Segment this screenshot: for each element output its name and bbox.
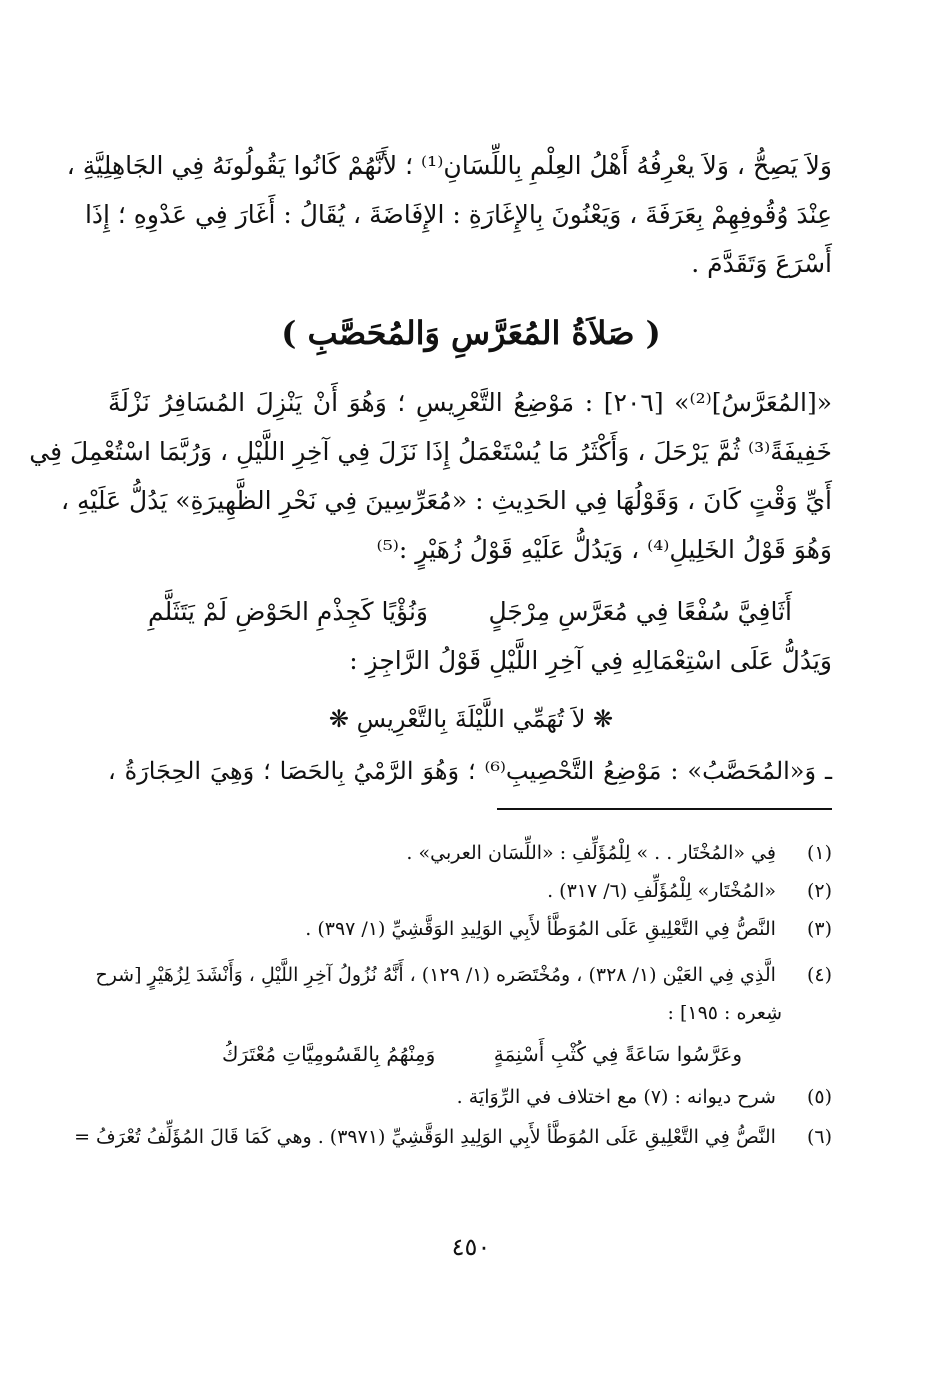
footnote-verse: [222, 1036, 742, 1072]
footnote-number: (٣): [806, 918, 832, 940]
footnote-text: شرح ديوانه : (٧) مع اختلاف في الرِّوَايَة .: [456, 1086, 776, 1108]
rajaz-line: ❋ لاَ تُهَمِّي اللَّيْلَةَ بِالتَّعْرِيسِ ❋: [328, 705, 614, 733]
after-verse-line: وَيَدُلُّ عَلَى اسْتِعْمَالِهِ فِي آخِرِ اللَّيْلِ قَوْلُ الرَّاجِزِ :: [349, 646, 832, 675]
verse-second-hemistich: وَنُؤْيًا كَجِذْمِ الحَوْضِ لَمْ يَتَثَلَّمِ: [148, 597, 429, 626]
footnote-text: النَّصُّ فِي التَّعْلِيقِ عَلَى المُوَطَّأ لأَبِي الوَلِيدِ الوَقَّشِيِّ (١/ ٣٩٧) .: [305, 918, 776, 940]
footnote-text: النَّصُّ فِي التَّعْلِيقِ عَلَى المُوَطَّأ لأَبِي الوَلِيدِ الوَقَّشِيِّ (٣٩٧١) . وهي كَمَا قَالَ المُؤَلِّفُ تُعْرَفُ =: [74, 1126, 776, 1148]
muhassab-line: ـ وَ«المُحَصَّبُ» : مَوْضِعُ التَّحْصِيبِ⁽⁶⁾ ؛ وَهُوَ الرَّمْيُ بِالحَصَا ؛ وَهِيَ الحِجَارَةُ ،: [108, 757, 832, 785]
entry-line: «[المُعَرَّسُ]⁽²⁾» [٢٠٦] : مَوْضِعُ التَّعْرِيسِ ؛ وَهُوَ أَنْ يَنْزِلَ المُسَافِرُ نَزْلَةً: [108, 388, 832, 417]
paragraph-line: عِنْدَ وُقُوفِهِمْ بِعَرَفَةَ ، وَيَعْنُونَ بِالإِغَارَةِ : الإِفَاضَةَ ، يُقَالُ : أَغَارَ فِي عَدْوِهِ ؛ إِذَا: [84, 200, 832, 229]
footnote: [74, 1120, 832, 1154]
footnote: [108, 836, 832, 870]
poem-verse: [108, 590, 832, 634]
page-number: ٤٥٠: [451, 1233, 491, 1261]
footnote-separator: [497, 808, 832, 810]
footnote-text: الَّذِي فِي العَيْن (١/ ٣٢٨) ، ومُخْتَصَره (١/ ١٢٩) ، أَنَّهُ نُزُولُ آخِرِ اللَّيْلِ ، وَأَنْشَدَ لِزُهَيْرٍ [شرح: [95, 964, 776, 986]
paragraph-line: أَسْرَعَ وَتَقَدَّمَ .: [691, 249, 832, 278]
entry-line: خَفِيفَةً⁽³⁾ ثُمَّ يَرْحَلَ ، وَأَكْثَرُ مَا يُسْتَعْمَلُ إِذَا نَزَلَ فِي آخِرِ اللَّيْلِ ، وَرُبَّمَا اسْتُعْمِلَ فِي: [29, 437, 832, 466]
footnote-text: فِي «المُخْتَار . . » لِلْمُؤَلِّفِ : «اللِّسَان العربي» .: [406, 842, 776, 864]
footnote: [95, 958, 832, 992]
footnote: [108, 1080, 832, 1114]
footnote-verse-first: وعَرَّسُوا سَاعَةً فِي كُثْبِ أَسْنِمَةٍ: [493, 1042, 742, 1066]
footnote: [108, 874, 832, 908]
footnote-text: «المُخْتَار» لِلْمُؤَلِّفِ (٦/ ٣١٧) .: [547, 880, 776, 902]
paragraph-line: وَلاَ يَصِحُّ ، وَلاَ يعْرِفُهُ أَهْلُ العِلْمِ بِاللِّسَانِ⁽¹⁾ ؛ لأَنَّهُمْ كَانُوا يَقُولُونَهُ فِي الجَاهِلِيَّةِ ،: [66, 151, 832, 180]
entry-line: أَيِّ وَقْتٍ كَانَ ، وَقَوْلُهَا فِي الحَدِيثِ : «مُعَرِّسِينَ فِي نَحْرِ الظَّهِيرَةِ» يَدُلُّ عَلَيْهِ ،: [60, 486, 832, 515]
footnote-number: (٤): [806, 964, 832, 986]
footnote: [108, 912, 832, 946]
verse-first-hemistich: أَثَافِيَّ سُفْعًا فِي مُعَرَّسِ مِرْجَلٍ: [488, 597, 792, 626]
footnote-number: (٦): [806, 1126, 832, 1148]
footnote-number: (٥): [806, 1086, 832, 1108]
section-title: ( صَلاَةُ المُعَرَّسِ وَالمُحَصَّبِ ): [281, 314, 661, 352]
footnote-verse-second: وَمِنْهُمُ بِالقَسُومِيَّاتِ مُعْتَرَكُ: [222, 1042, 436, 1066]
footnote-number: (٢): [806, 880, 832, 902]
entry-line: وَهُوَ قَوْلُ الخَلِيلِ⁽⁴⁾ ، وَيَدُلُّ عَلَيْهِ قَوْلُ زُهَيْرٍ :⁽⁵⁾: [376, 535, 832, 564]
footnote-number: (١): [806, 842, 832, 864]
footnote-continuation: شِعره : ١٩٥] :: [667, 1002, 782, 1024]
